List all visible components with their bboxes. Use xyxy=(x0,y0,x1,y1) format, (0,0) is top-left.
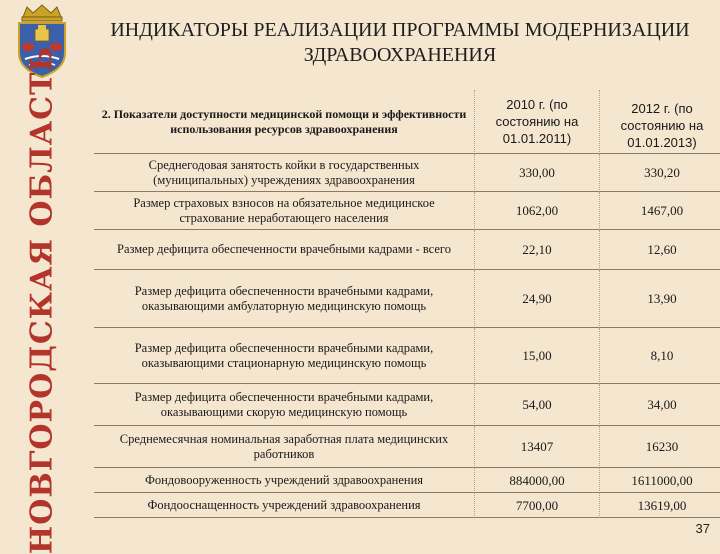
table-row xyxy=(94,270,720,328)
value-2010: 22,10 xyxy=(474,230,599,270)
table-row xyxy=(94,426,720,468)
value-2010: 884000,00 xyxy=(474,468,599,493)
value-2010: 15,00 xyxy=(474,328,599,384)
table-row xyxy=(94,154,720,192)
value-2010: 330,00 xyxy=(474,154,599,192)
page-title-line-2: ЗДРАВООХРАНЕНИЯ xyxy=(303,44,497,66)
value-2010: 7700,00 xyxy=(474,493,599,518)
indicator-name: Размер страховых взносов на обязательное медицинское страхование неработающего населения xyxy=(94,192,474,230)
table-row xyxy=(94,468,720,493)
table-row xyxy=(94,192,720,230)
value-2010: 1062,00 xyxy=(474,192,599,230)
indicator-name: Размер дефицита обеспеченности врачебными кадрами, оказывающими скорую медицинскую помощь xyxy=(94,384,474,426)
value-2010: 24,90 xyxy=(474,270,599,328)
table-row xyxy=(94,384,720,426)
value-2012: 13,90 xyxy=(599,270,720,328)
value-2012: 16230 xyxy=(599,426,720,468)
indicator-name: Среднегодовая занятость койки в государственных (муниципальных) учреждениях здравоохранения xyxy=(94,154,474,192)
value-2012: 8,10 xyxy=(599,328,720,384)
table-row xyxy=(94,328,720,384)
value-2012: 330,20 xyxy=(599,154,720,192)
indicator-name: Размер дефицита обеспеченности врачебными кадрами, оказывающими амбулаторную медицинскую помощь xyxy=(94,270,474,328)
indicator-name: Фондовооруженность учреждений здравоохранения xyxy=(94,468,474,493)
page-number: 37 xyxy=(695,521,710,536)
value-2012: 12,60 xyxy=(599,230,720,270)
value-2012: 13619,00 xyxy=(599,493,720,518)
indicator-name: Размер дефицита обеспеченности врачебными кадрами - всего xyxy=(94,230,474,270)
sidebar xyxy=(0,0,84,554)
indicator-name: Фондооснащенность учреждений здравоохранения xyxy=(94,493,474,518)
value-2012: 34,00 xyxy=(599,384,720,426)
indicator-name: Размер дефицита обеспеченности врачебными кадрами, оказывающими стационарную медицинскую помощь xyxy=(94,328,474,384)
value-2012: 1467,00 xyxy=(599,192,720,230)
table-row xyxy=(94,493,720,518)
indicators-table xyxy=(94,90,720,518)
indicator-name: Среднемесячная номинальная заработная плата медицинских работников xyxy=(94,426,474,468)
value-2012: 1611000,00 xyxy=(599,468,720,493)
table-row xyxy=(94,230,720,270)
value-2010: 54,00 xyxy=(474,384,599,426)
header-2010: 2010 г. (по состоянию на 01.01.2011) xyxy=(474,90,599,154)
page-title-line-1: ИНДИКАТОРЫ РЕАЛИЗАЦИИ ПРОГРАММЫ МОДЕРНИЗАЦИИ xyxy=(110,19,690,41)
header-2012: 2012 г. (по состоянию на 01.01.2013) xyxy=(599,90,720,154)
table-header-row xyxy=(94,90,720,154)
header-indicator-name: 2. Показатели доступности медицинской помощи и эффективности использования ресурсов здравоохранения xyxy=(94,90,474,154)
region-name: НОВГОРОДСКАЯ ОБЛАСТЬ xyxy=(24,45,60,554)
value-2010: 13407 xyxy=(474,426,599,468)
page-title xyxy=(100,18,700,68)
